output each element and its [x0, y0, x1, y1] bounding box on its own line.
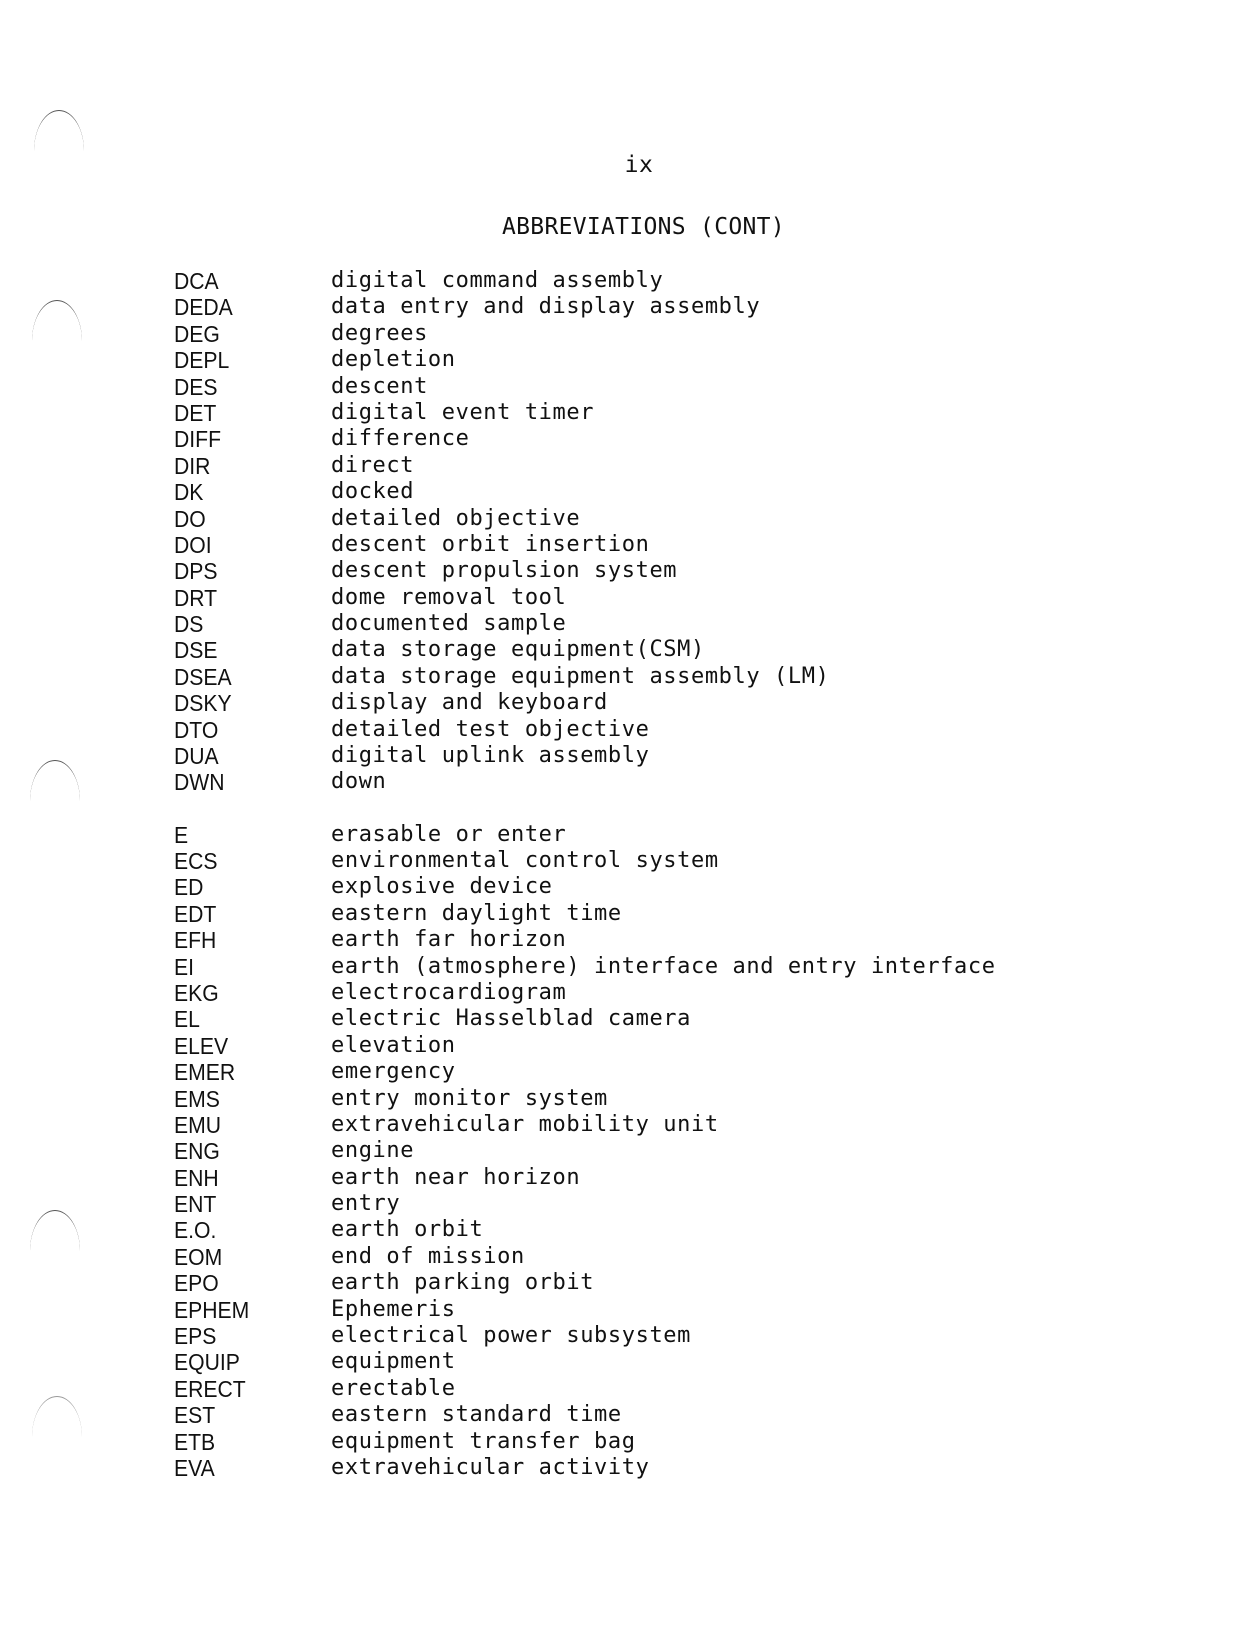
abbreviation-term: DIFF: [174, 426, 222, 453]
abbreviation-row: [0, 664, 1258, 690]
abbreviation-term: ERECT: [174, 1375, 246, 1402]
abbreviation-row: [0, 1033, 1258, 1059]
abbreviation-term: DOI: [174, 531, 212, 558]
abbreviation-term: EKG: [174, 979, 219, 1006]
abbreviation-row: [0, 1244, 1258, 1270]
abbreviation-term: DEDA: [174, 294, 233, 321]
abbreviation-definition: engine: [331, 1138, 415, 1164]
abbreviation-term: ENH: [174, 1164, 219, 1191]
abbreviation-row: [0, 1217, 1258, 1243]
abbreviation-term: DEG: [174, 320, 220, 347]
abbreviation-term: EQUIP: [174, 1349, 240, 1376]
abbreviation-definition: digital uplink assembly: [331, 743, 650, 769]
abbreviation-definition: electric Hasselblad camera: [331, 1006, 691, 1032]
abbreviation-row: [0, 874, 1258, 900]
abbreviation-term: DSKY: [174, 690, 232, 717]
abbreviation-row: [0, 1086, 1258, 1112]
abbreviation-definition: display and keyboard: [331, 690, 608, 716]
abbreviation-definition: erasable or enter: [331, 821, 567, 847]
abbreviation-definition: electrical power subsystem: [331, 1323, 691, 1349]
abbreviation-definition: earth parking orbit: [331, 1270, 595, 1296]
abbreviation-term: DSEA: [174, 663, 232, 690]
abbreviation-term: EPHEM: [174, 1296, 250, 1323]
abbreviation-row: [0, 1138, 1258, 1164]
abbreviation-definition: equipment transfer bag: [331, 1428, 636, 1454]
abbreviation-row: [0, 1006, 1258, 1032]
abbreviation-list: [0, 268, 1258, 1481]
abbreviation-term: EFH: [174, 927, 217, 954]
abbreviation-term: EI: [174, 953, 194, 980]
abbreviation-definition: extravehicular mobility unit: [331, 1111, 719, 1137]
abbreviation-term: E.O.: [174, 1217, 217, 1244]
abbreviation-row: [0, 1402, 1258, 1428]
abbreviation-definition: emergency: [331, 1059, 456, 1085]
abbreviation-definition: dome removal tool: [331, 584, 567, 610]
abbreviation-row: [0, 743, 1258, 769]
abbreviation-term: EPO: [174, 1270, 219, 1297]
abbreviation-row: [0, 1270, 1258, 1296]
abbreviation-definition: extravehicular activity: [331, 1454, 650, 1480]
abbreviation-definition: descent orbit insertion: [331, 531, 650, 557]
abbreviation-term: DWN: [174, 769, 225, 796]
abbreviation-definition: depletion: [331, 347, 456, 373]
abbreviation-row: [0, 479, 1258, 505]
abbreviation-term: EMU: [174, 1111, 222, 1138]
abbreviation-group-d: [0, 268, 1258, 796]
abbreviation-row: [0, 532, 1258, 558]
abbreviation-definition: entry: [331, 1191, 401, 1217]
abbreviation-group-e: [0, 822, 1258, 1482]
abbreviation-definition: eastern standard time: [331, 1402, 622, 1428]
abbreviation-row: [0, 1112, 1258, 1138]
abbreviation-row: [0, 321, 1258, 347]
abbreviation-row: [0, 1376, 1258, 1402]
abbreviation-definition: detailed objective: [331, 505, 581, 531]
abbreviation-term: EST: [174, 1402, 216, 1429]
abbreviation-row: [0, 347, 1258, 373]
abbreviation-row: [0, 453, 1258, 479]
abbreviation-row: [0, 558, 1258, 584]
abbreviation-row: [0, 294, 1258, 320]
abbreviation-term: DO: [174, 505, 206, 532]
abbreviation-term: DPS: [174, 558, 218, 585]
page-number: ix: [624, 152, 654, 178]
abbreviation-row: [0, 1429, 1258, 1455]
abbreviation-term: EMS: [174, 1085, 220, 1112]
abbreviation-term: EVA: [174, 1454, 215, 1481]
abbreviation-row: [0, 1455, 1258, 1481]
abbreviation-term: ENT: [174, 1191, 217, 1218]
abbreviation-row: [0, 585, 1258, 611]
abbreviation-definition: digital event timer: [331, 399, 595, 425]
abbreviation-definition: direct: [331, 452, 415, 478]
abbreviation-row: [0, 506, 1258, 532]
abbreviation-term: ETB: [174, 1428, 216, 1455]
abbreviation-term: E: [174, 821, 189, 848]
abbreviation-definition: eastern daylight time: [331, 900, 622, 926]
abbreviation-term: DES: [174, 373, 218, 400]
page-title: ABBREVIATIONS (CONT): [502, 214, 785, 240]
abbreviation-definition: explosive device: [331, 874, 553, 900]
abbreviation-row: [0, 1349, 1258, 1375]
abbreviation-term: DRT: [174, 584, 218, 611]
punch-hole-mark: [34, 110, 84, 151]
abbreviation-row: [0, 717, 1258, 743]
abbreviation-definition: earth near horizon: [331, 1164, 581, 1190]
abbreviation-definition: electrocardiogram: [331, 979, 567, 1005]
abbreviation-row: [0, 268, 1258, 294]
abbreviation-term: DK: [174, 479, 204, 506]
abbreviation-definition: detailed test objective: [331, 716, 650, 742]
abbreviation-term: ENG: [174, 1138, 220, 1165]
abbreviation-term: DEPL: [174, 347, 230, 374]
abbreviation-definition: end of mission: [331, 1243, 525, 1269]
abbreviation-definition: environmental control system: [331, 848, 719, 873]
abbreviation-term: EDT: [174, 900, 217, 927]
abbreviation-row: [0, 822, 1258, 848]
abbreviation-definition: earth orbit: [331, 1217, 484, 1243]
abbreviation-term: ED: [174, 874, 204, 901]
abbreviation-term: EOM: [174, 1243, 223, 1270]
abbreviation-definition: earth far horizon: [331, 927, 567, 953]
abbreviation-row: [0, 426, 1258, 452]
abbreviation-row: [0, 637, 1258, 663]
abbreviation-definition: Ephemeris: [331, 1296, 456, 1322]
abbreviation-definition: erectable: [331, 1375, 456, 1401]
abbreviation-term: ELEV: [174, 1032, 229, 1059]
abbreviation-row: [0, 1191, 1258, 1217]
abbreviation-definition: data entry and display assembly: [331, 294, 761, 320]
abbreviation-definition: digital command assembly: [331, 268, 664, 293]
abbreviation-row: [0, 1059, 1258, 1085]
abbreviation-row: [0, 1165, 1258, 1191]
abbreviation-term: EL: [174, 1006, 200, 1033]
abbreviation-term: ECS: [174, 848, 218, 874]
abbreviation-definition: down: [331, 769, 387, 795]
abbreviation-definition: equipment: [331, 1349, 456, 1375]
abbreviation-term: DTO: [174, 716, 219, 743]
abbreviation-term: EPS: [174, 1323, 217, 1350]
abbreviation-row: [0, 927, 1258, 953]
abbreviation-row: [0, 901, 1258, 927]
abbreviation-definition: degrees: [331, 320, 428, 346]
abbreviation-row: [0, 769, 1258, 795]
abbreviation-term: DS: [174, 611, 204, 638]
abbreviation-term: EMER: [174, 1059, 236, 1086]
abbreviation-definition: elevation: [331, 1032, 456, 1058]
abbreviation-definition: earth (atmosphere) interface and entry interface: [331, 953, 996, 979]
abbreviation-row: [0, 954, 1258, 980]
abbreviation-definition: data storage equipment assembly (LM): [331, 663, 830, 689]
abbreviation-term: DSE: [174, 637, 218, 664]
abbreviation-term: DUA: [174, 743, 219, 770]
abbreviation-term: DIR: [174, 452, 211, 479]
abbreviation-row: [0, 980, 1258, 1006]
abbreviation-term: DET: [174, 399, 217, 426]
abbreviation-definition: entry monitor system: [331, 1085, 608, 1111]
abbreviation-definition: docked: [331, 479, 415, 505]
abbreviation-term: DCA: [174, 268, 219, 294]
abbreviation-row: [0, 374, 1258, 400]
abbreviation-row: [0, 1323, 1258, 1349]
abbreviation-row: [0, 400, 1258, 426]
abbreviation-definition: descent: [331, 373, 428, 399]
abbreviation-row: [0, 1297, 1258, 1323]
abbreviation-definition: descent propulsion system: [331, 558, 678, 584]
abbreviation-row: [0, 690, 1258, 716]
abbreviation-definition: documented sample: [331, 611, 567, 637]
abbreviation-row: [0, 848, 1258, 874]
abbreviation-definition: data storage equipment(CSM): [331, 637, 705, 663]
abbreviation-row: [0, 611, 1258, 637]
abbreviation-definition: difference: [331, 426, 470, 452]
